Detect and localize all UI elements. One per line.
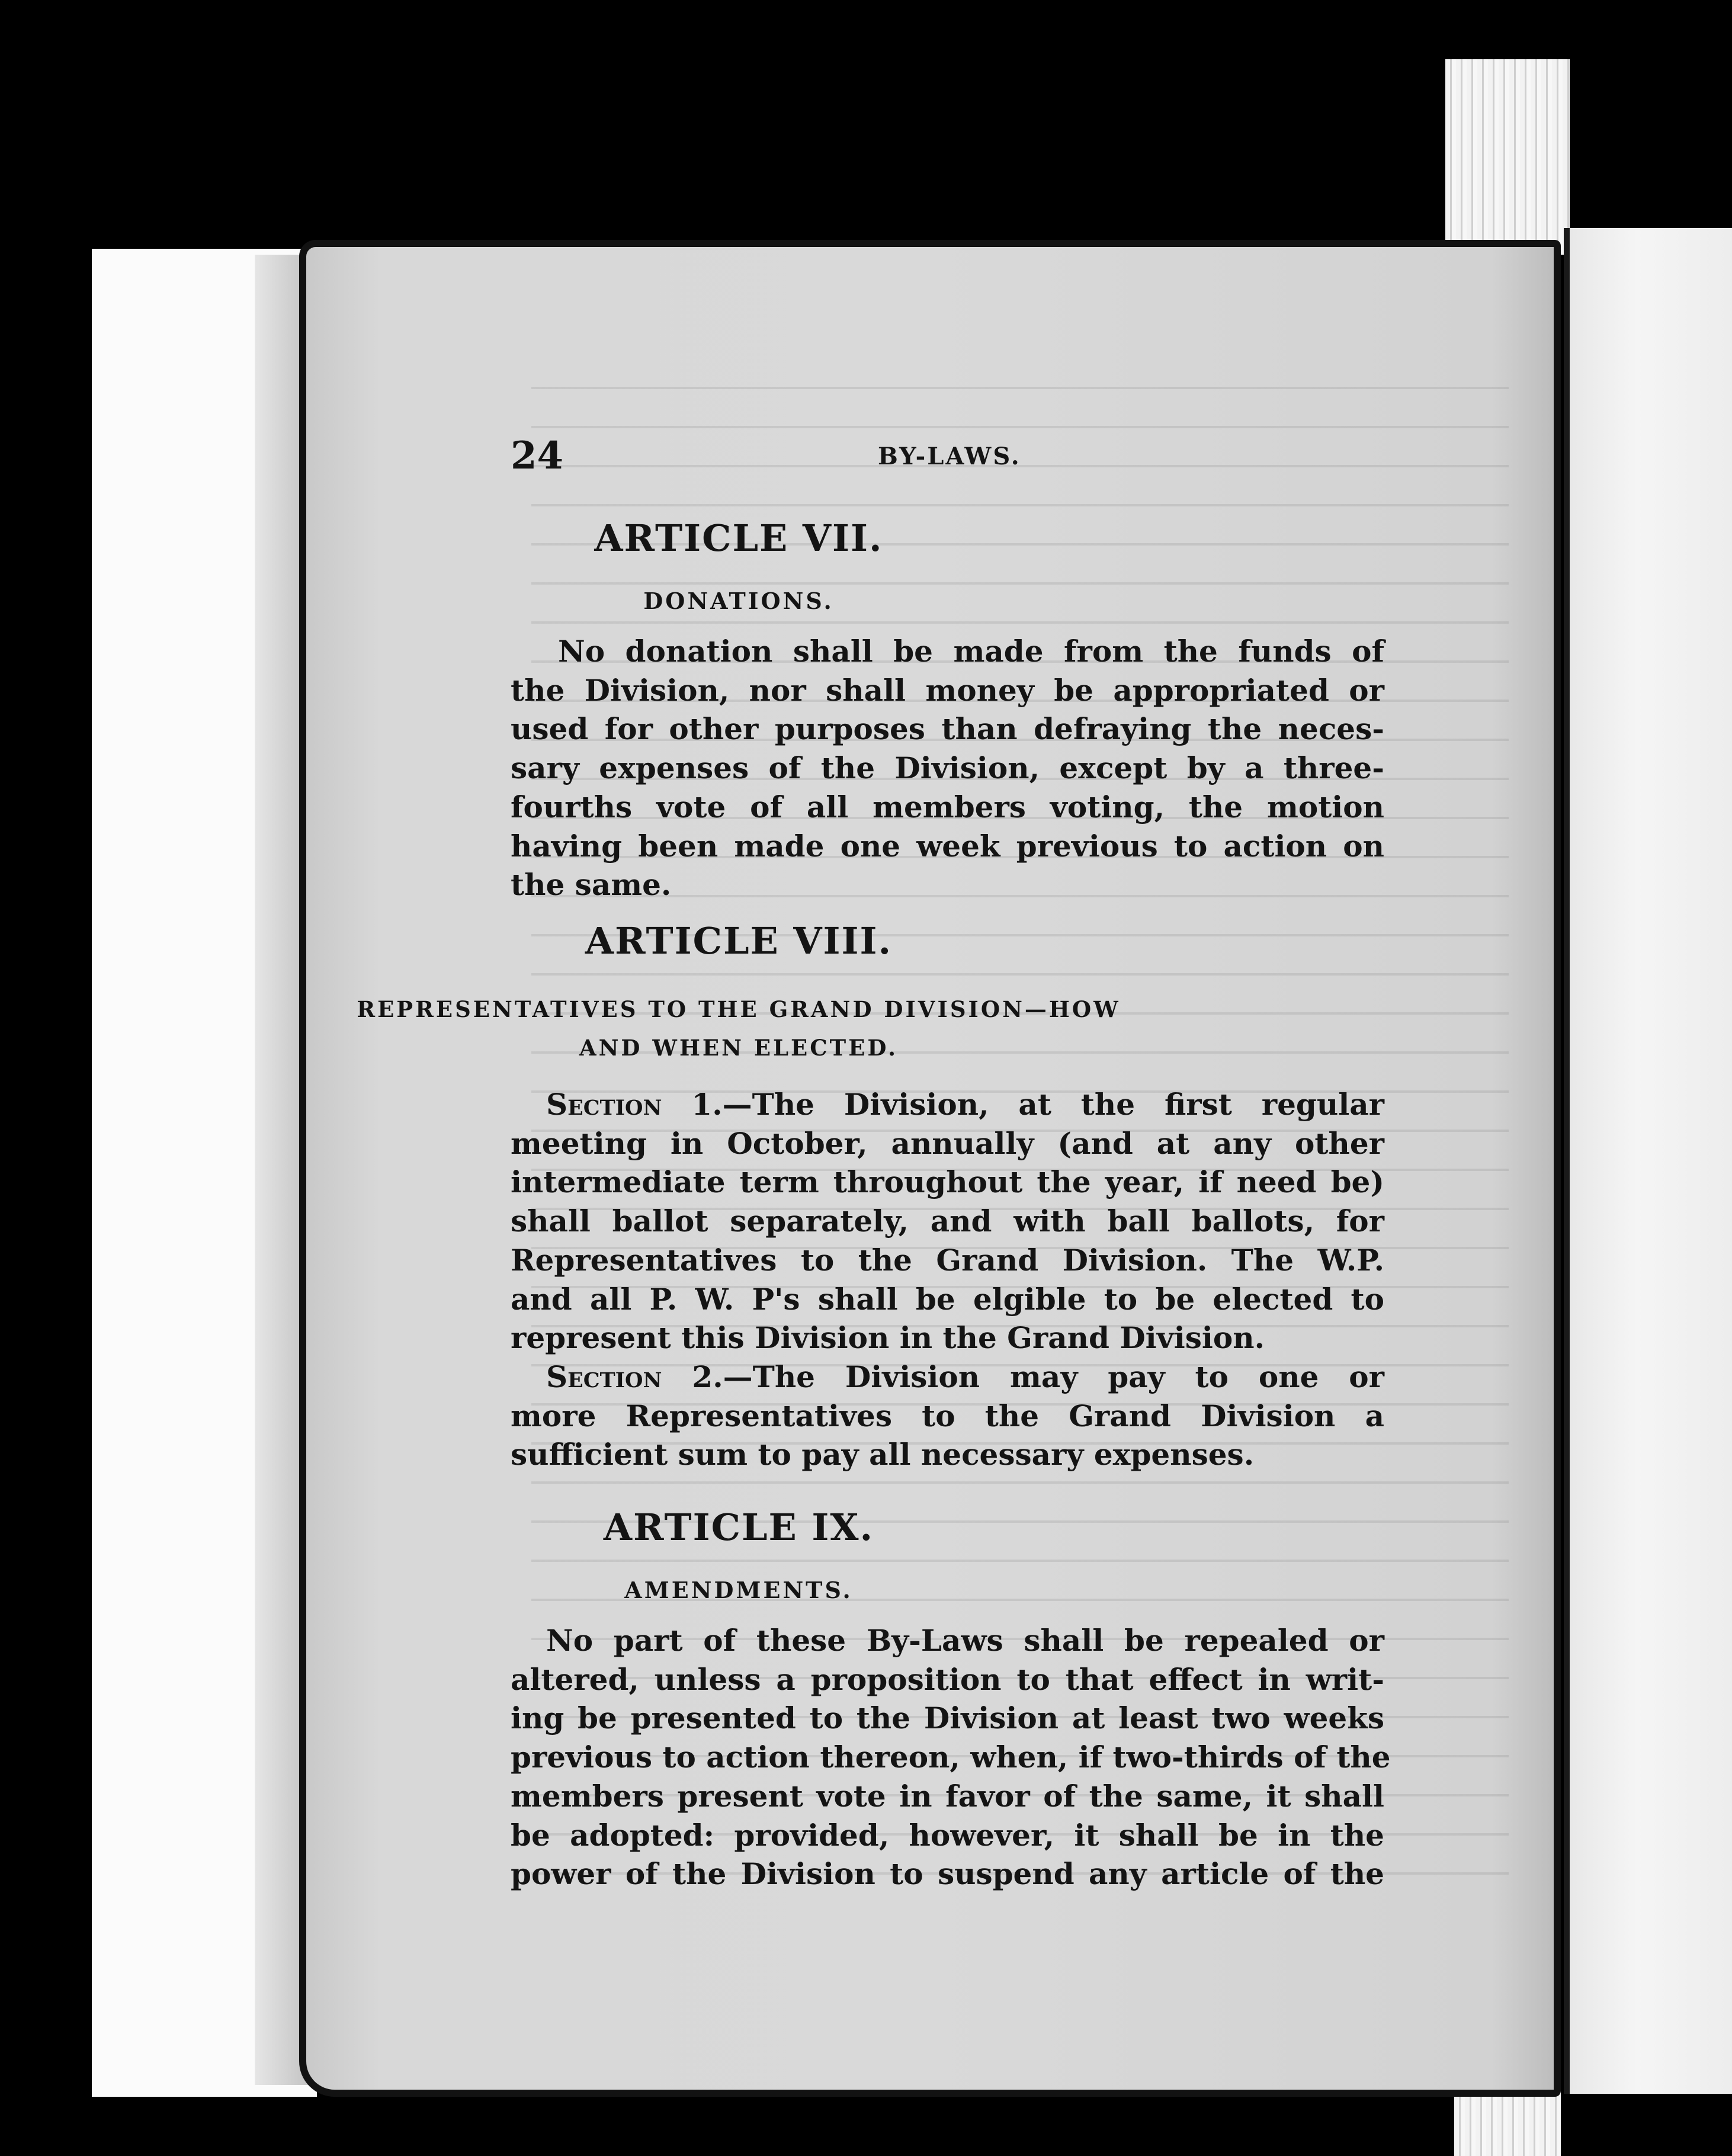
article-vii-subtitle: DONATIONS.	[643, 588, 834, 614]
text-line: used for other purposes than defraying the neces-	[511, 711, 1384, 747]
text-line: more Representatives to the Grand Division a	[511, 1398, 1384, 1433]
text-line: altered, unless a proposition to that effect in writ-	[511, 1661, 1384, 1697]
article-ix-title: ARTICLE IX.	[603, 1506, 874, 1549]
page-number: 24	[511, 434, 564, 478]
section-1-first-line: —The Division, at the first regular	[722, 1087, 1384, 1122]
text-line: shall ballot separately, and with ball ballots, for	[511, 1204, 1384, 1239]
text-line: No donation shall be made from the funds of	[558, 634, 1384, 669]
text-line: ing be presented to the Division at least two weeks	[511, 1701, 1384, 1736]
text-line: be adopted: provided, however, it shall be in the	[511, 1817, 1384, 1853]
article-viii-subtitle-line1: REPRESENTATIVES TO THE GRAND DIVISION—HOW	[357, 996, 1121, 1022]
article-vii-body	[511, 632, 1384, 904]
article-vii-title: ARTICLE VII.	[594, 516, 883, 560]
binding-strip-top	[1445, 59, 1570, 255]
article-viii-title: ARTICLE VIII.	[585, 919, 893, 962]
text-line: previous to action thereon, when, if two-thirds of the	[511, 1740, 1391, 1775]
text-line: meeting in October, annually (and at any other	[511, 1125, 1384, 1161]
text-line: and all P. W. P's shall be elgible to be elected to	[511, 1281, 1384, 1317]
text-line: represent this Division in the Grand Division.	[511, 1320, 1265, 1356]
article-viii-subtitle-line2: AND WHEN ELECTED.	[579, 1035, 899, 1061]
article-ix-body	[511, 1621, 1391, 1894]
text-line: sary expenses of the Division, except by a three-	[511, 750, 1384, 786]
text-line: the same.	[511, 867, 672, 903]
section-1-label: Section 1.	[546, 1087, 723, 1122]
section-2-first-line: —The Division may pay to one or	[723, 1359, 1384, 1394]
text-line: power of the Division to suspend any article of the	[511, 1856, 1384, 1892]
text-line: Representatives to the Grand Division. The W.P.	[511, 1242, 1384, 1278]
section-2-label: Section 2.	[546, 1359, 723, 1394]
text-line: having been made one week previous to action on	[511, 828, 1384, 864]
article-viii-section-1	[511, 1085, 1384, 1358]
facing-page-edge	[1564, 228, 1732, 2094]
text-line: sufficient sum to pay all necessary expenses.	[511, 1437, 1255, 1472]
text-line	[511, 1085, 1384, 1124]
text-line: No part of these By-Laws shall be repealed or	[546, 1623, 1384, 1658]
text-line: fourths vote of all members voting, the motion	[511, 789, 1384, 824]
text-line: intermediate term throughout the year, if need be)	[511, 1164, 1384, 1200]
book-page	[299, 240, 1561, 2097]
text-line: the Division, nor shall money be appropriated or	[511, 672, 1384, 708]
text-line	[511, 1358, 1384, 1397]
article-ix-subtitle: AMENDMENTS.	[624, 1577, 853, 1603]
article-viii-section-2	[511, 1358, 1384, 1474]
text-line: members present vote in favor of the same, it shall	[511, 1778, 1384, 1814]
running-head: BY-LAWS.	[878, 442, 1021, 470]
